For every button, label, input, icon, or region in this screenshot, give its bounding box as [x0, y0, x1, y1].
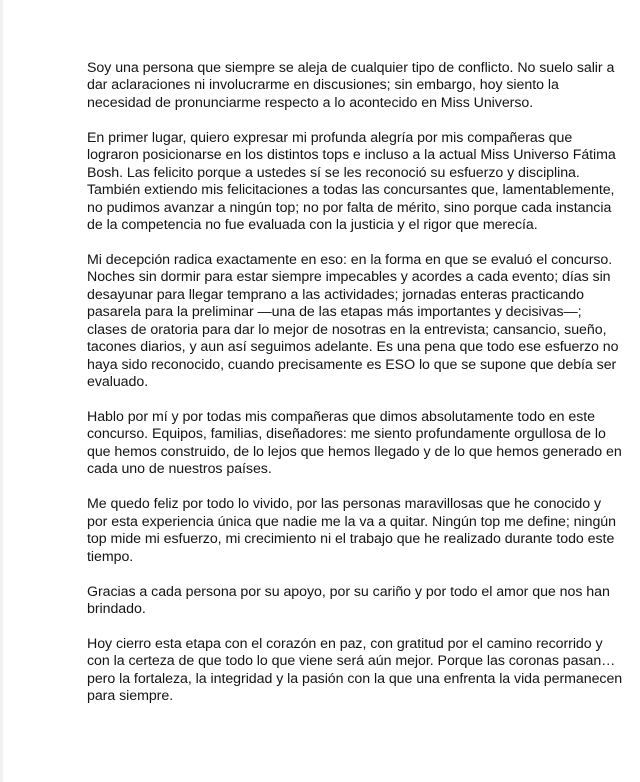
text-line: top mide mi esfuerzo, mi crecimiento ni el trabajo que he realizado durante todo este	[87, 531, 615, 548]
text-line: Hablo por mí y por todas mis compañeras que dimos absolutamente todo en este	[87, 409, 596, 426]
text-line: brindado.	[87, 600, 146, 617]
text-line: Noches sin dormir para estar siempre impecables y acordes a cada evento; días sin	[87, 269, 611, 286]
text-line: pero la fortaleza, la integridad y la pasión con la que una enfrenta la vida permanecen	[87, 670, 623, 687]
text-line: pasarela para la preliminar —una de las etapas más importantes y decisivas—;	[87, 304, 582, 321]
text-line: En primer lugar, quiero expresar mi profunda alegría por mis compañeras que	[87, 129, 573, 146]
text-line: desayunar para llegar temprano a las actividades; jornadas enteras practicando	[87, 286, 584, 303]
text-line: clases de oratoria para dar lo mejor de nosotras en la entrevista; cansancio, sueño,	[87, 321, 607, 338]
text-line: no pudimos avanzar a ningún top; no por falta de mérito, sino porque cada instancia	[87, 199, 612, 216]
text-line: También extiendo mis felicitaciones a todas las concursantes que, lamentablemente,	[87, 182, 615, 199]
paragraph-congratulations	[87, 129, 616, 235]
text-line: Me quedo feliz por todo lo vivido, por las personas maravillosas que he conocido y	[87, 496, 602, 513]
paragraph-happiness	[87, 496, 616, 566]
text-line: de la competencia no fue evaluada con la justicia y el rigor que merecía.	[87, 217, 538, 234]
text-line: Soy una persona que siempre se aleja de cualquier tipo de conflicto. No suelo salir a	[87, 60, 615, 76]
paragraph-solidarity	[87, 409, 622, 479]
text-line: tiempo.	[87, 548, 134, 565]
text-line: para siempre.	[87, 688, 174, 705]
paragraph-intro	[87, 60, 615, 112]
text-line: Mi decepción radica exactamente en eso: en la forma en que se evaluó el concurso.	[87, 251, 613, 268]
text-line: haya sido reconocido, cuando precisamente es ESO lo que se supone que debía ser	[87, 356, 617, 373]
text-line: lograron posicionarse en los distintos tops e incluso a la actual Miss Universo Fátima	[87, 147, 616, 164]
text-line: Bosh. Las felicito porque a ustedes sí se les reconoció su esfuerzo y disciplina.	[87, 164, 580, 181]
text-line: Gracias a cada persona por su apoyo, por su cariño y por todo el amor que nos han	[87, 583, 610, 600]
paragraph-disappointment	[87, 251, 619, 392]
text-line: cada uno de nuestros países.	[87, 461, 272, 478]
text-line: Hoy cierro esta etapa con el corazón en paz, con gratitud por el camino recorrido y	[87, 635, 603, 652]
paragraph-gratitude	[87, 583, 610, 619]
text-line: dar aclaraciones ni involucrarme en discusiones; sin embargo, hoy siento la	[87, 77, 559, 94]
text-line: tacones diarios, y aun así seguimos adelante. Es una pena que todo ese esfuerzo no	[87, 339, 619, 356]
text-line: que hemos construido, de lo lejos que hemos llegado y de lo que hemos generado en	[87, 443, 622, 460]
statement-body	[87, 60, 623, 723]
text-line: con la certeza de que todo lo que viene será aún mejor. Porque las coronas pasan…	[87, 653, 616, 670]
paragraph-closing	[87, 635, 623, 706]
text-line: concurso. Equipos, familias, diseñadores: me siento profundamente orgullosa de lo	[87, 426, 606, 443]
text-line: evaluado.	[87, 374, 149, 391]
text-line: necesidad de pronunciarme respecto a lo acontecido en Miss Universo.	[87, 94, 534, 111]
text-line: por esta experiencia única que nadie me la va a quitar. Ningún top me define; ningún	[87, 513, 616, 530]
